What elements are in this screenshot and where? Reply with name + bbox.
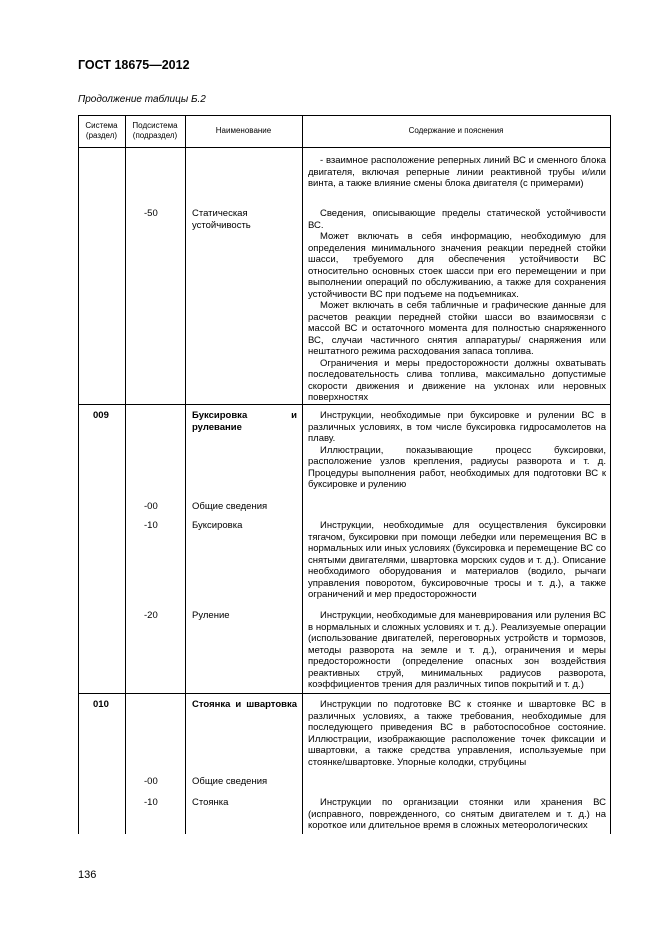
content-paragraph: Инструкции, необходимые для осуществления буксировки тягачом, буксировки при помощи лебедки или перемещения ВС в нормальных или иных условиях (буксировка и перемещение ВС со снятыми двигателями, швартовка морских судов и т. д.). Описание необходимого оборудования и материалов (водило, рычаги управления поворотом, буксировочные тросы и т. д.), а также ограничений и мер предосторожности (308, 520, 606, 600)
column-divider-2 (185, 115, 186, 834)
document-title: ГОСТ 18675—2012 (78, 58, 190, 72)
content-paragraph: Может включать в себя информацию, необходимую для определения минимального значения реакции передней стойки шасси, требуемого для обеспечения устойчивости ВС относительно основных стоек шасси при его перемещении и при выполнении операций по обслуживанию, а также для сохранения устойчивости ВС при подъеме на подъемниках. (308, 231, 606, 300)
row-content-taxiing (308, 610, 606, 691)
row-name: Общие сведения (192, 776, 268, 787)
column-divider-1 (125, 115, 126, 834)
table-top-border (78, 115, 610, 116)
subsystem-code: -10 (144, 520, 158, 531)
row-name: Статическая устойчивость (192, 208, 251, 231)
header-bottom-border (78, 147, 610, 148)
row-content-continuation (308, 155, 606, 190)
column-header-name: Наименование (215, 126, 272, 135)
subsystem-code: -00 (144, 501, 158, 512)
content-paragraph: Может включать в себя табличные и графические данные для расчетов реакции передней стойки шасси во взаимосвязи с массой ВС и остаточного момента для полностью снаряженного ВС, случаи частичного снятия аппаратуры/ снаряжения или нештатного режима расходования запаса топлива. (308, 300, 606, 357)
row-separator-010 (78, 693, 610, 694)
column-header-content: Содержание и пояснения (408, 126, 504, 135)
content-paragraph: Ограничения и меры предосторожности должны охватывать последовательность слива топлива, максимально допустимые скорости движения и движение на уклонах или неровных поверхностях (308, 357, 606, 403)
subsystem-code: -00 (144, 776, 158, 787)
row-separator-009 (78, 404, 610, 405)
table-caption: Продолжение таблицы Б.2 (78, 94, 206, 105)
system-code: 010 (93, 699, 109, 710)
row-name: Общие сведения (192, 501, 268, 512)
row-name: Стоянка (192, 797, 229, 808)
content-paragraph: Инструкции, необходимые для маневрирования или руления ВС в нормальных и сложных условиях и т. д.). Реализуемые операции (использование двигателей, переговорных устройств и тормозов, методы разворота на земле и т. д.), ограничения и меры предосторожности (определение опасных зон воздействия реактивных струй, минимальных радиусов разворота, коэффициентов трения для различных типов покрытий и т. д.) (308, 610, 606, 690)
column-divider-3 (302, 115, 303, 834)
content-paragraph: Инструкции по подготовке ВС к стоянке и швартовке ВС в различных условиях, а также требования, необходимые для последующего приведения ВС в работоспособное состояние. Иллюстрации, изображающие расположение точек фиксации и швартовки, а также средства управления, используемые при стоянке/швартовке. Упорные колодки, струбцины (308, 699, 606, 768)
content-paragraph: Инструкции по организации стоянки или хранения ВС (исправного, поврежденного, со снятым двигателем и т. д.) на короткое или длительное время в сложных метеорологических (308, 797, 606, 831)
table-right-border (610, 115, 611, 834)
row-content-towing-and-taxiing (308, 410, 606, 491)
subsystem-code: -20 (144, 610, 158, 621)
row-name: Руление (192, 610, 230, 621)
column-header-system: Система (раздел) (85, 121, 118, 140)
content-paragraph: Иллюстрации, показывающие процесс буксировки, расположение узлов крепления, радиусы разворота и т. д. Процедуры выполнения работ, необходимых для подготовки ВС к буксировке и рулению (308, 444, 606, 490)
system-code: 009 (93, 410, 109, 421)
content-paragraph: Инструкции, необходимые при буксировке и рулении ВС в различных условиях, в том числе буксировка гидросамолетов на плаву. (308, 410, 606, 444)
page-number: 136 (78, 869, 97, 881)
column-header-subsystem: Подсистема (подраздел) (132, 121, 178, 140)
subsystem-code: -50 (144, 208, 158, 219)
subsystem-code: -10 (144, 797, 158, 808)
table-left-border (78, 115, 79, 834)
row-name: Стоянка и швартовка (192, 699, 297, 710)
row-name: Буксировка и рулевание (192, 410, 297, 433)
row-content-parking (308, 797, 606, 832)
row-content-towing (308, 520, 606, 601)
row-name: Буксировка (192, 520, 243, 531)
row-content-parking-and-mooring (308, 699, 606, 768)
content-paragraph: - взаимное расположение реперных линий ВС и сменного блока двигателя, включая реперные линии реактивной трубы и/или винта, а также влияние смены блока двигателя (с примерами) (308, 155, 606, 189)
content-paragraph: Сведения, описывающие пределы статической устойчивости ВС. (308, 208, 606, 231)
row-content-static-stability (308, 208, 606, 404)
